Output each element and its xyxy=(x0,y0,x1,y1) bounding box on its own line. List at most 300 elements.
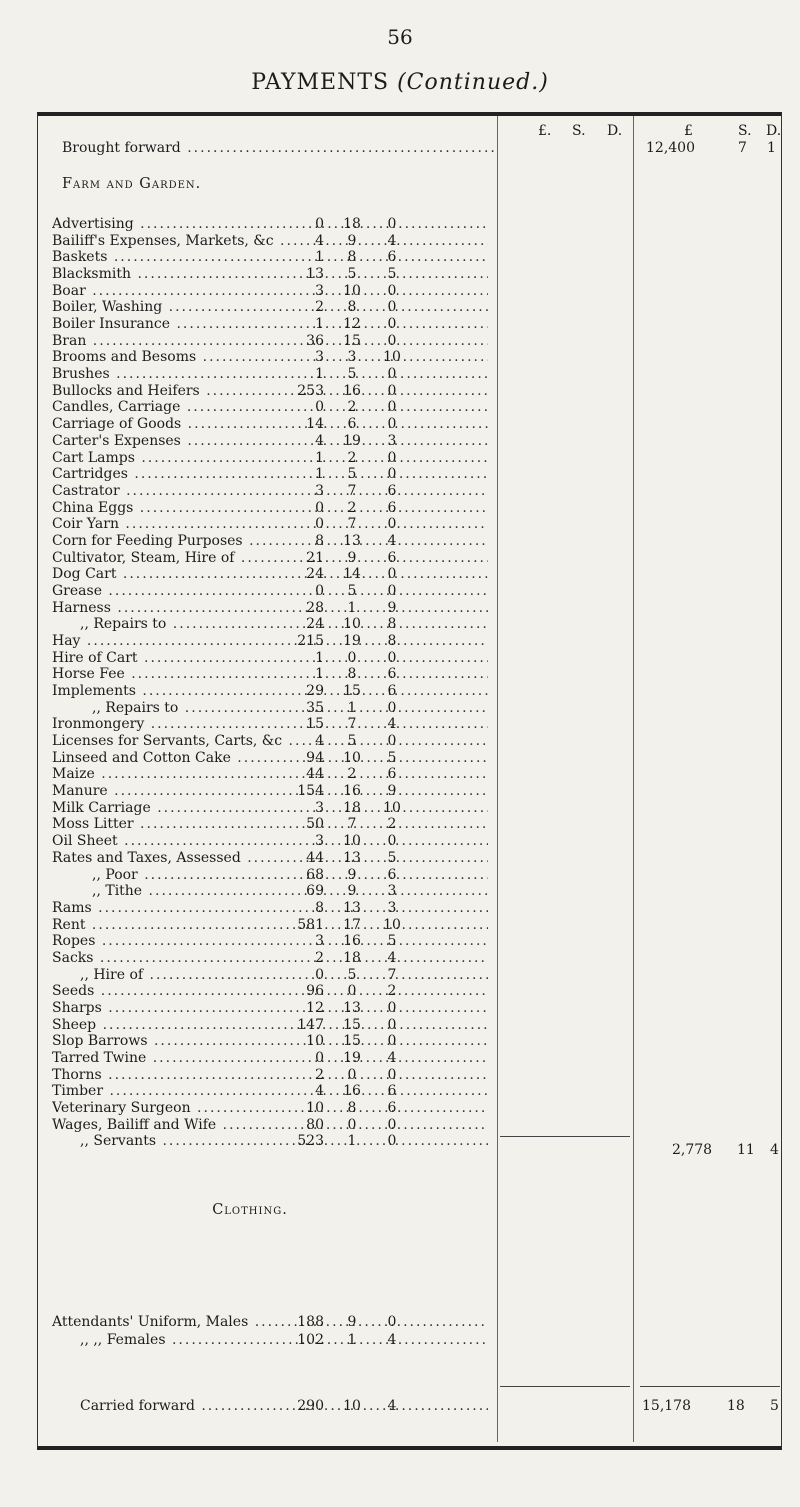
farm-item-pence: 0 xyxy=(387,516,397,533)
farm-item-row xyxy=(0,867,800,883)
farm-item-label: Brooms and Besoms ..... xyxy=(52,349,488,365)
farm-item-pence: 9 xyxy=(387,783,397,800)
col-shillings2-header: S. xyxy=(738,123,752,139)
farm-item-shillings: 2 xyxy=(347,766,357,783)
farm-item-label: Licenses for Servants, Carts, &c ..... xyxy=(52,733,488,749)
farm-item-pence: 4 xyxy=(387,949,397,966)
farm-item-pounds: 24 xyxy=(306,616,324,633)
farm-item-shillings: 9 xyxy=(347,549,357,566)
farm-item-shillings: 8 xyxy=(347,249,357,266)
farm-item-row xyxy=(0,583,800,599)
farm-item-pounds: 1 xyxy=(315,466,324,483)
farm-item-pence: 0 xyxy=(387,1066,397,1083)
clothing-item-row xyxy=(0,1314,800,1330)
farm-item-pounds: 44 xyxy=(306,849,324,866)
farm-item-pounds: 0 xyxy=(315,399,324,416)
farm-item-shillings: 16 xyxy=(343,933,361,950)
farm-item-pence: 0 xyxy=(387,316,397,333)
farm-item-pence: 6 xyxy=(387,666,397,683)
farm-item-row xyxy=(0,766,800,782)
farm-item-shillings: 7 xyxy=(347,482,357,499)
farm-item-label: Linseed and Cotton Cake ..... xyxy=(52,750,488,766)
farm-item-pence: 0 xyxy=(387,733,397,750)
farm-item-row xyxy=(0,850,800,866)
farm-item-row xyxy=(0,600,800,616)
clothing-item-label: ,, ,, Females ..... xyxy=(52,1332,488,1348)
farm-item-shillings: 2 xyxy=(347,399,357,416)
farm-item-row xyxy=(0,1050,800,1066)
farm-item-pounds: 4 xyxy=(315,432,324,449)
farm-item-pence: 6 xyxy=(387,766,397,783)
clothing-item-pence: 0 xyxy=(387,1314,397,1330)
farm-item-shillings: 15 xyxy=(343,1033,361,1050)
farm-item-label: ,, Repairs to ..... xyxy=(52,616,488,632)
farm-item-shillings: 7 xyxy=(347,516,357,533)
farm-item-row xyxy=(0,383,800,399)
farm-item-pounds: 1 xyxy=(315,666,324,683)
farm-item-shillings: 5 xyxy=(347,466,357,483)
farm-item-label: Grease ..... xyxy=(52,583,488,599)
farm-item-pounds: 96 xyxy=(306,983,324,1000)
farm-item-pence: 0 xyxy=(387,366,397,383)
farm-item-pounds: 10 xyxy=(306,1033,324,1050)
farm-item-label: Sacks ..... xyxy=(52,950,488,966)
farm-item-pounds: 1 xyxy=(315,316,324,333)
farm-item-label: Timber ..... xyxy=(52,1083,488,1099)
farm-item-row xyxy=(0,633,800,649)
farm-total-pounds: 2,778 xyxy=(672,1142,713,1158)
farm-item-row xyxy=(0,1083,800,1099)
farm-item-shillings: 0 xyxy=(347,1116,357,1133)
farm-item-pence: 6 xyxy=(387,549,397,566)
farm-item-row xyxy=(0,566,800,582)
farm-item-shillings: 19 xyxy=(343,633,361,649)
farm-item-row xyxy=(0,616,800,632)
farm-item-pounds: 0 xyxy=(315,1050,324,1066)
farm-item-pounds: 581 xyxy=(297,916,324,933)
farm-item-label: ,, Tithe ..... xyxy=(52,883,488,899)
farm-item-label: Dog Cart ..... xyxy=(52,566,488,582)
farm-item-label: Ropes ..... xyxy=(52,933,488,949)
farm-item-row xyxy=(0,1000,800,1016)
farm-item-label: Slop Barrows ..... xyxy=(52,1033,488,1049)
farm-item-shillings: 10 xyxy=(343,616,361,633)
farm-item-pence: 0 xyxy=(387,833,397,850)
clothing-item-row xyxy=(0,1332,800,1348)
farm-item-label: Hay ..... xyxy=(52,633,488,649)
farm-item-shillings: 8 xyxy=(347,666,357,683)
farm-item-row xyxy=(0,917,800,933)
carried-forward-label: Carried forward ..... xyxy=(80,1398,488,1414)
farm-item-pence: 0 xyxy=(387,416,397,433)
farm-item-pence: 0 xyxy=(387,1116,397,1133)
farm-item-pounds: 2 xyxy=(315,299,324,316)
farm-item-pounds: 28 xyxy=(306,599,324,616)
farm-item-label: Boiler, Washing ..... xyxy=(52,299,488,315)
farm-item-label: Moss Litter ..... xyxy=(52,816,488,832)
farm-item-shillings: 2 xyxy=(347,449,357,466)
farm-item-pounds: 215 xyxy=(297,633,324,649)
farm-item-label: Castrator ..... xyxy=(52,483,488,499)
section-clothing: Clothing. xyxy=(212,1202,288,1218)
farm-item-pounds: 29 xyxy=(306,683,324,700)
farm-item-pounds: 0 xyxy=(315,516,324,533)
farm-item-pence: 0 xyxy=(387,999,397,1016)
brought-forward-label: Brought forward ..... xyxy=(62,140,498,156)
farm-item-shillings: 5 xyxy=(347,966,357,983)
farm-item-label: Cart Lamps ..... xyxy=(52,450,488,466)
farm-item-shillings: 18 xyxy=(343,799,361,816)
farm-item-row xyxy=(0,433,800,449)
farm-item-pounds: 4 xyxy=(315,733,324,750)
farm-item-shillings: 1 xyxy=(347,699,357,716)
farm-item-label: Oil Sheet ..... xyxy=(52,833,488,849)
farm-item-pounds: 8 xyxy=(315,899,324,916)
farm-item-row xyxy=(0,366,800,382)
farm-item-row xyxy=(0,1017,800,1033)
farm-item-row xyxy=(0,266,800,282)
farm-item-shillings: 14 xyxy=(343,566,361,583)
farm-item-label: Harness ..... xyxy=(52,600,488,616)
farm-item-shillings: 0 xyxy=(347,1066,357,1083)
col-shillings-header: S. xyxy=(572,123,586,139)
farm-item-pence: 4 xyxy=(387,1050,397,1066)
farm-item-label: Rams ..... xyxy=(52,900,488,916)
farm-item-pounds: 1 xyxy=(315,649,324,666)
clothing-item-label: Attendants' Uniform, Males ..... xyxy=(52,1314,488,1330)
farm-item-row xyxy=(0,1100,800,1116)
farm-item-pounds: 523 xyxy=(297,1133,324,1150)
farm-item-label: Hire of Cart ..... xyxy=(52,650,488,666)
farm-item-pence: 3 xyxy=(387,899,397,916)
farm-item-shillings: 19 xyxy=(343,1050,361,1066)
section-farm-garden: Farm and Garden. xyxy=(62,176,202,192)
farm-item-pounds: 2 xyxy=(315,1066,324,1083)
farm-item-pence: 0 xyxy=(387,566,397,583)
farm-item-row xyxy=(0,833,800,849)
farm-item-pence: 9 xyxy=(387,599,397,616)
farm-item-shillings: 13 xyxy=(343,532,361,549)
farm-item-pounds: 8 xyxy=(315,532,324,549)
page-title xyxy=(0,70,800,95)
farm-item-pounds: 3 xyxy=(315,933,324,950)
brought-forward-pence: 1 xyxy=(767,140,776,156)
farm-item-row xyxy=(0,883,800,899)
farm-item-pence: 0 xyxy=(387,649,397,666)
farm-item-label: Bullocks and Heifers ..... xyxy=(52,383,488,399)
farm-item-pence: 0 xyxy=(387,1133,397,1150)
farm-item-pounds: 94 xyxy=(306,749,324,766)
farm-item-pounds: 4 xyxy=(315,1083,324,1100)
farm-item-pence: 0 xyxy=(387,332,397,349)
farm-item-pence: 3 xyxy=(387,432,397,449)
farm-item-pounds: 253 xyxy=(297,382,324,399)
farm-item-label: Brushes ..... xyxy=(52,366,488,382)
farm-item-label: ,, Hire of ..... xyxy=(52,967,488,983)
farm-item-label: Cartridges ..... xyxy=(52,466,488,482)
farm-item-label: Boiler Insurance ..... xyxy=(52,316,488,332)
farm-item-pence: 6 xyxy=(387,683,397,700)
farm-item-row xyxy=(0,650,800,666)
farm-item-pounds: 12 xyxy=(306,999,324,1016)
farm-item-pence: 5 xyxy=(387,849,397,866)
farm-item-shillings: 8 xyxy=(347,299,357,316)
carried-rule-2 xyxy=(640,1386,780,1387)
title-suffix: (Continued.) xyxy=(397,70,549,95)
farm-item-row xyxy=(0,783,800,799)
clothing-item-shillings: 1 xyxy=(347,1331,357,1348)
farm-item-shillings: 6 xyxy=(347,416,357,433)
farm-item-row xyxy=(0,516,800,532)
farm-item-label: Carter's Expenses ..... xyxy=(52,433,488,449)
farm-item-row xyxy=(0,500,800,516)
farm-item-row xyxy=(0,233,800,249)
farm-item-pounds: 1 xyxy=(315,249,324,266)
farm-item-row xyxy=(0,316,800,332)
farm-item-row xyxy=(0,1117,800,1133)
farm-item-label: Sheep ..... xyxy=(52,1017,488,1033)
brought-forward-pounds: 12,400 xyxy=(646,140,695,156)
farm-item-pounds: 1 xyxy=(315,449,324,466)
farm-item-shillings: 13 xyxy=(343,899,361,916)
farm-item-pence: 0 xyxy=(387,1016,397,1033)
farm-item-shillings: 1 xyxy=(347,1133,357,1150)
farm-item-row xyxy=(0,716,800,732)
farm-item-row xyxy=(0,1033,800,1049)
farm-item-row xyxy=(0,750,800,766)
farm-item-row xyxy=(0,349,800,365)
farm-item-pounds: 147 xyxy=(297,1016,324,1033)
farm-item-pounds: 14 xyxy=(306,416,324,433)
farm-item-label: Thorns ..... xyxy=(52,1067,488,1083)
farm-item-row xyxy=(0,533,800,549)
carried-forward-pounds: 290 xyxy=(297,1398,324,1414)
farm-item-pounds: 3 xyxy=(315,349,324,366)
farm-item-pounds: 154 xyxy=(297,783,324,800)
farm-item-pence: 8 xyxy=(387,616,397,633)
farm-item-pence: 5 xyxy=(387,266,397,283)
farm-item-pence: 5 xyxy=(387,749,397,766)
farm-item-shillings: 18 xyxy=(343,216,361,232)
farm-item-shillings: 15 xyxy=(343,683,361,700)
col-pence-header: D. xyxy=(607,123,623,139)
farm-item-shillings: 0 xyxy=(347,983,357,1000)
farm-item-pence: 10 xyxy=(383,916,401,933)
farm-item-pounds: 10 xyxy=(306,1100,324,1117)
farm-item-shillings: 10 xyxy=(343,749,361,766)
farm-item-shillings: 15 xyxy=(343,1016,361,1033)
farm-item-label: Rent ..... xyxy=(52,917,488,933)
farm-item-shillings: 5 xyxy=(347,266,357,283)
farm-item-label: Sharps ..... xyxy=(52,1000,488,1016)
farm-item-row xyxy=(0,800,800,816)
farm-item-row xyxy=(0,1067,800,1083)
farm-item-pence: 0 xyxy=(387,282,397,299)
farm-item-label: Maize ..... xyxy=(52,766,488,782)
clothing-item-shillings: 9 xyxy=(347,1314,357,1330)
farm-item-pence: 6 xyxy=(387,1083,397,1100)
farm-item-pence: 4 xyxy=(387,232,397,249)
farm-item-row xyxy=(0,967,800,983)
farm-item-pence: 0 xyxy=(387,582,397,599)
farm-item-row xyxy=(0,299,800,315)
farm-item-pence: 0 xyxy=(387,299,397,316)
farm-item-pence: 6 xyxy=(387,249,397,266)
farm-item-pence: 0 xyxy=(387,216,397,232)
farm-item-pounds: 3 xyxy=(315,482,324,499)
farm-item-pence: 0 xyxy=(387,699,397,716)
farm-item-pence: 6 xyxy=(387,1100,397,1117)
title-text: PAYMENTS xyxy=(251,70,390,95)
brought-forward-row xyxy=(0,140,800,156)
farm-item-row xyxy=(0,900,800,916)
farm-item-row xyxy=(0,399,800,415)
farm-item-label: China Eggs ..... xyxy=(52,500,488,516)
farm-item-shillings: 7 xyxy=(347,716,357,733)
clothing-item-pence: 4 xyxy=(387,1331,397,1348)
farm-item-row xyxy=(0,933,800,949)
farm-item-pence: 10 xyxy=(383,349,401,366)
farm-item-shillings: 18 xyxy=(343,949,361,966)
farm-item-shillings: 9 xyxy=(347,232,357,249)
farm-item-label: ,, Poor ..... xyxy=(52,867,488,883)
farm-item-pounds: 68 xyxy=(306,866,324,883)
farm-item-pounds: 69 xyxy=(306,883,324,900)
farm-item-row xyxy=(0,733,800,749)
farm-item-pence: 6 xyxy=(387,482,397,499)
farm-item-row xyxy=(0,483,800,499)
farm-item-label: Corn for Feeding Purposes ..... xyxy=(52,533,488,549)
farm-item-row xyxy=(0,466,800,482)
farm-item-row xyxy=(0,216,800,232)
farm-total-shillings: 11 xyxy=(737,1142,755,1158)
farm-item-shillings: 10 xyxy=(343,282,361,299)
clothing-item-pounds: 188 xyxy=(297,1314,324,1330)
farm-item-row xyxy=(0,249,800,265)
farm-item-pence: 0 xyxy=(387,399,397,416)
farm-item-pence: 0 xyxy=(387,466,397,483)
farm-item-pence: 5 xyxy=(387,933,397,950)
farm-item-label: Coir Yarn ..... xyxy=(52,516,488,532)
farm-item-pence: 2 xyxy=(387,816,397,833)
farm-item-label: Implements ..... xyxy=(52,683,488,699)
farm-item-label: Boar ..... xyxy=(52,283,488,299)
farm-item-label: ,, Servants ..... xyxy=(52,1133,488,1149)
farm-item-pence: 0 xyxy=(387,449,397,466)
carried-forward-shillings2: 18 xyxy=(727,1398,745,1414)
farm-item-pounds: 50 xyxy=(306,816,324,833)
farm-item-shillings: 19 xyxy=(343,432,361,449)
farm-item-label: ,, Repairs to ..... xyxy=(52,700,488,716)
brought-forward-shillings: 7 xyxy=(738,140,747,156)
farm-item-pence: 4 xyxy=(387,716,397,733)
farm-item-label: Milk Carriage ..... xyxy=(52,800,488,816)
carried-forward-pounds2: 15,178 xyxy=(642,1398,691,1414)
farm-item-pounds: 2 xyxy=(315,949,324,966)
farm-item-label: Seeds ..... xyxy=(52,983,488,999)
farm-item-shillings: 13 xyxy=(343,999,361,1016)
farm-item-pounds: 4 xyxy=(315,232,324,249)
farm-item-shillings: 1 xyxy=(347,599,357,616)
farm-item-pence: 3 xyxy=(387,883,397,900)
carried-forward-pence: 4 xyxy=(387,1398,397,1414)
col-pounds2-header: £ xyxy=(684,123,693,139)
farm-item-pence: 4 xyxy=(387,532,397,549)
farm-item-pounds: 3 xyxy=(315,799,324,816)
farm-item-pence: 0 xyxy=(387,1033,397,1050)
farm-item-shillings: 13 xyxy=(343,849,361,866)
col-pounds-header: £. xyxy=(538,123,552,139)
farm-item-pounds: 13 xyxy=(306,266,324,283)
farm-item-label: Ironmongery ..... xyxy=(52,716,488,732)
farm-item-row xyxy=(0,816,800,832)
farm-item-pounds: 15 xyxy=(306,716,324,733)
farm-item-row xyxy=(0,283,800,299)
farm-item-pounds: 3 xyxy=(315,282,324,299)
farm-item-label: Bran ..... xyxy=(52,333,488,349)
farm-item-label: Bailiff's Expenses, Markets, &c ..... xyxy=(52,233,488,249)
farm-item-label: Horse Fee ..... xyxy=(52,666,488,682)
farm-item-row xyxy=(0,666,800,682)
farm-total-pence: 4 xyxy=(770,1142,779,1158)
farm-item-shillings: 16 xyxy=(343,382,361,399)
farm-item-label: Rates and Taxes, Assessed ..... xyxy=(52,850,488,866)
farm-item-row xyxy=(0,416,800,432)
farm-item-pounds: 21 xyxy=(306,549,324,566)
farm-item-shillings: 5 xyxy=(347,582,357,599)
farm-item-shillings: 9 xyxy=(347,866,357,883)
farm-item-row xyxy=(0,550,800,566)
clothing-item-pounds: 102 xyxy=(297,1331,324,1348)
farm-item-row xyxy=(0,333,800,349)
farm-item-shillings: 5 xyxy=(347,366,357,383)
farm-item-label: Candles, Carriage ..... xyxy=(52,399,488,415)
farm-item-shillings: 5 xyxy=(347,733,357,750)
farm-item-pounds: 44 xyxy=(306,766,324,783)
farm-item-pounds: 24 xyxy=(306,566,324,583)
farm-item-row xyxy=(0,950,800,966)
farm-item-pounds: 0 xyxy=(315,499,324,516)
farm-item-shillings: 3 xyxy=(347,349,357,366)
farm-item-label: Advertising ..... xyxy=(52,216,488,232)
page-number: 56 xyxy=(387,25,413,49)
farm-item-pence: 2 xyxy=(387,983,397,1000)
farm-item-shillings: 17 xyxy=(343,916,361,933)
farm-item-pounds: 3 xyxy=(315,833,324,850)
farm-item-label: Tarred Twine ..... xyxy=(52,1050,488,1066)
farm-item-row xyxy=(0,450,800,466)
farm-item-shillings: 12 xyxy=(343,316,361,333)
col-pence2-header: D. xyxy=(766,123,782,139)
farm-item-label: Wages, Bailiff and Wife ..... xyxy=(52,1117,488,1133)
farm-item-pence: 7 xyxy=(387,966,397,983)
farm-item-shillings: 9 xyxy=(347,883,357,900)
farm-item-row xyxy=(0,700,800,716)
farm-item-shillings: 8 xyxy=(347,1100,357,1117)
carried-forward-shillings: 10 xyxy=(343,1398,361,1414)
farm-item-pence: 0 xyxy=(387,382,397,399)
farm-item-label: Blacksmith ..... xyxy=(52,266,488,282)
farm-item-shillings: 2 xyxy=(347,499,357,516)
farm-item-pence: 6 xyxy=(387,866,397,883)
farm-item-pounds: 80 xyxy=(306,1116,324,1133)
farm-item-row xyxy=(0,683,800,699)
farm-item-pounds: 0 xyxy=(315,966,324,983)
farm-item-pounds: 35 xyxy=(306,699,324,716)
farm-item-shillings: 0 xyxy=(347,649,357,666)
farm-item-pounds: 0 xyxy=(315,582,324,599)
farm-item-pounds: 36 xyxy=(306,332,324,349)
